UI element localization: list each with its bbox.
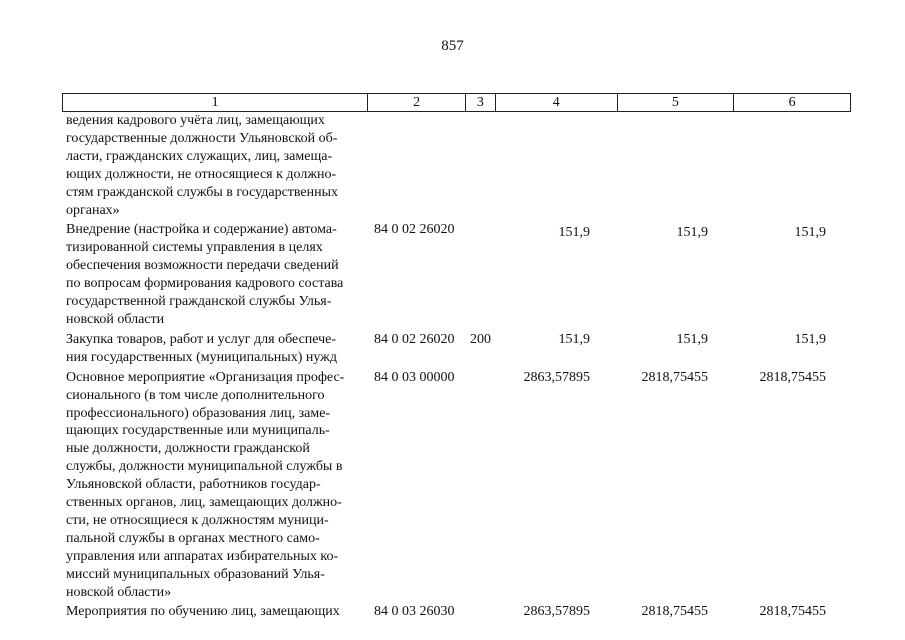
description-line: ные должности, должности гражданской (66, 441, 310, 457)
row-value-col6: 2818,75455 (759, 369, 826, 385)
column-header-2: 2 (368, 94, 466, 111)
table-body (66, 112, 851, 621)
table-row (66, 603, 851, 621)
row-code: 84 0 02 26020 (374, 222, 455, 238)
description-line: тизированной системы управления в целях (66, 240, 323, 256)
row-type: 200 (470, 331, 491, 347)
description-line: Ульяновской области, работников государ- (66, 477, 321, 493)
description-line: новской области (66, 311, 165, 327)
description-line: управления или аппаратах избирательных ко- (66, 548, 339, 564)
description-line: обеспечения возможности передачи сведений (66, 258, 339, 274)
description-line: пальной службы в органах местного само- (66, 530, 320, 546)
row-description (66, 112, 362, 219)
table-header (62, 93, 851, 112)
row-description (66, 221, 362, 328)
description-line: ния государственных (муниципальных) нужд (66, 349, 337, 365)
description-line: ственных органов, лиц, замещающих должно- (66, 495, 342, 511)
column-header-3: 3 (466, 94, 496, 111)
description-line: сти, не относящиеся к должностям муници- (66, 512, 329, 528)
row-value-col6: 151,9 (794, 331, 826, 347)
row-value-col5: 2818,75455 (641, 604, 708, 620)
row-value-col4: 151,9 (558, 225, 590, 241)
row-value-col4: 151,9 (558, 331, 590, 347)
row-value-col5: 151,9 (676, 225, 708, 241)
description-line: государственные должности Ульяновской об- (66, 130, 338, 146)
description-line: государственной гражданской службы Улья- (66, 294, 332, 310)
description-line: стям гражданской службы в государственных (66, 184, 339, 200)
description-line: ведения кадрового учёта лиц, замещающих (66, 113, 325, 128)
table-row (66, 112, 851, 219)
row-code: 84 0 03 00000 (374, 369, 455, 385)
row-description (66, 369, 362, 602)
description-line: сионального (в том числе дополнительного (66, 387, 325, 403)
row-description (66, 603, 362, 621)
description-line: Внедрение (настройка и содержание) автома- (66, 222, 337, 238)
column-header-4: 4 (496, 94, 618, 111)
column-header-5: 5 (618, 94, 735, 111)
row-code: 84 0 02 26020 (374, 331, 455, 347)
row-value-col5: 151,9 (676, 331, 708, 347)
table-row (66, 369, 851, 602)
description-line: органах» (66, 202, 120, 218)
column-header-1: 1 (63, 94, 368, 111)
column-header-6: 6 (788, 95, 796, 110)
description-line: ласти, гражданских служащих, лиц, замеща- (66, 148, 333, 164)
row-value-col5: 2818,75455 (641, 369, 708, 385)
table-row (66, 221, 851, 328)
description-line: щающих государственные или муниципаль- (66, 423, 330, 439)
description-line: новской области» (66, 584, 172, 600)
page-number: 857 (441, 38, 464, 54)
description-line: Основное мероприятие «Организация профес- (66, 369, 345, 385)
description-line: по вопросам формирования кадрового состава (66, 276, 344, 292)
description-line: профессионального) образования лиц, заме- (66, 405, 331, 421)
row-value-col4: 2863,57895 (523, 604, 590, 620)
description-line: Закупка товаров, работ и услуг для обеспече- (66, 331, 337, 347)
row-value-col6: 2818,75455 (759, 604, 826, 620)
description-line: службы, должности муниципальной службы в (66, 459, 343, 475)
table-row (66, 331, 851, 367)
row-value-col4: 2863,57895 (523, 369, 590, 385)
description-line: миссий муниципальных образований Улья- (66, 566, 325, 582)
row-value-col6: 151,9 (794, 225, 826, 241)
description-line: ющих должности, не относящиеся к должно- (66, 166, 337, 182)
row-code: 84 0 03 26030 (374, 604, 455, 620)
description-line: Мероприятия по обучению лиц, замещающих (66, 604, 340, 620)
row-description (66, 331, 362, 367)
